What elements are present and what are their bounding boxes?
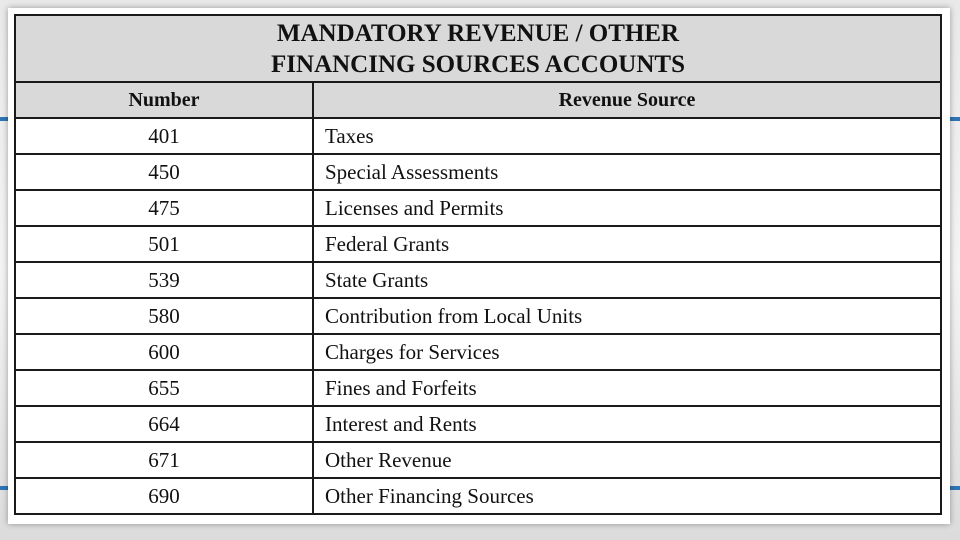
table-row	[15, 370, 941, 406]
account-number-cell: 580	[15, 298, 313, 334]
table-row	[15, 442, 941, 478]
table-header-row	[15, 82, 941, 118]
revenue-source-cell: Charges for Services	[313, 334, 941, 370]
table-row	[15, 154, 941, 190]
account-number-cell: 539	[15, 262, 313, 298]
account-number-cell: 401	[15, 118, 313, 154]
revenue-source-cell: Federal Grants	[313, 226, 941, 262]
account-number-cell: 655	[15, 370, 313, 406]
revenue-source-cell: State Grants	[313, 262, 941, 298]
account-number-cell: 690	[15, 478, 313, 514]
account-number-cell: 450	[15, 154, 313, 190]
revenue-source-cell: Taxes	[313, 118, 941, 154]
table-row	[15, 118, 941, 154]
table-title-line-2: FINANCING SOURCES ACCOUNTS	[271, 50, 685, 78]
revenue-source-cell: Interest and Rents	[313, 406, 941, 442]
account-number-cell: 475	[15, 190, 313, 226]
document-image	[8, 8, 950, 524]
table-row	[15, 190, 941, 226]
table-row	[15, 478, 941, 514]
revenue-source-cell: Other Revenue	[313, 442, 941, 478]
column-header-revenue-source: Revenue Source	[313, 82, 941, 118]
table-title	[15, 15, 941, 82]
revenue-source-cell: Fines and Forfeits	[313, 370, 941, 406]
table-row	[15, 334, 941, 370]
table-row	[15, 262, 941, 298]
revenue-source-cell: Special Assessments	[313, 154, 941, 190]
table-row	[15, 298, 941, 334]
account-number-cell: 671	[15, 442, 313, 478]
table-row	[15, 406, 941, 442]
revenue-accounts-table	[14, 14, 942, 515]
table-title-line-1: MANDATORY REVENUE / OTHER	[276, 19, 680, 47]
table-row	[15, 226, 941, 262]
account-number-cell: 600	[15, 334, 313, 370]
account-number-cell: 664	[15, 406, 313, 442]
revenue-source-cell: Other Financing Sources	[313, 478, 941, 514]
revenue-source-cell: Contribution from Local Units	[313, 298, 941, 334]
account-number-cell: 501	[15, 226, 313, 262]
table-body	[15, 118, 941, 514]
column-header-number: Number	[15, 82, 313, 118]
revenue-source-cell: Licenses and Permits	[313, 190, 941, 226]
